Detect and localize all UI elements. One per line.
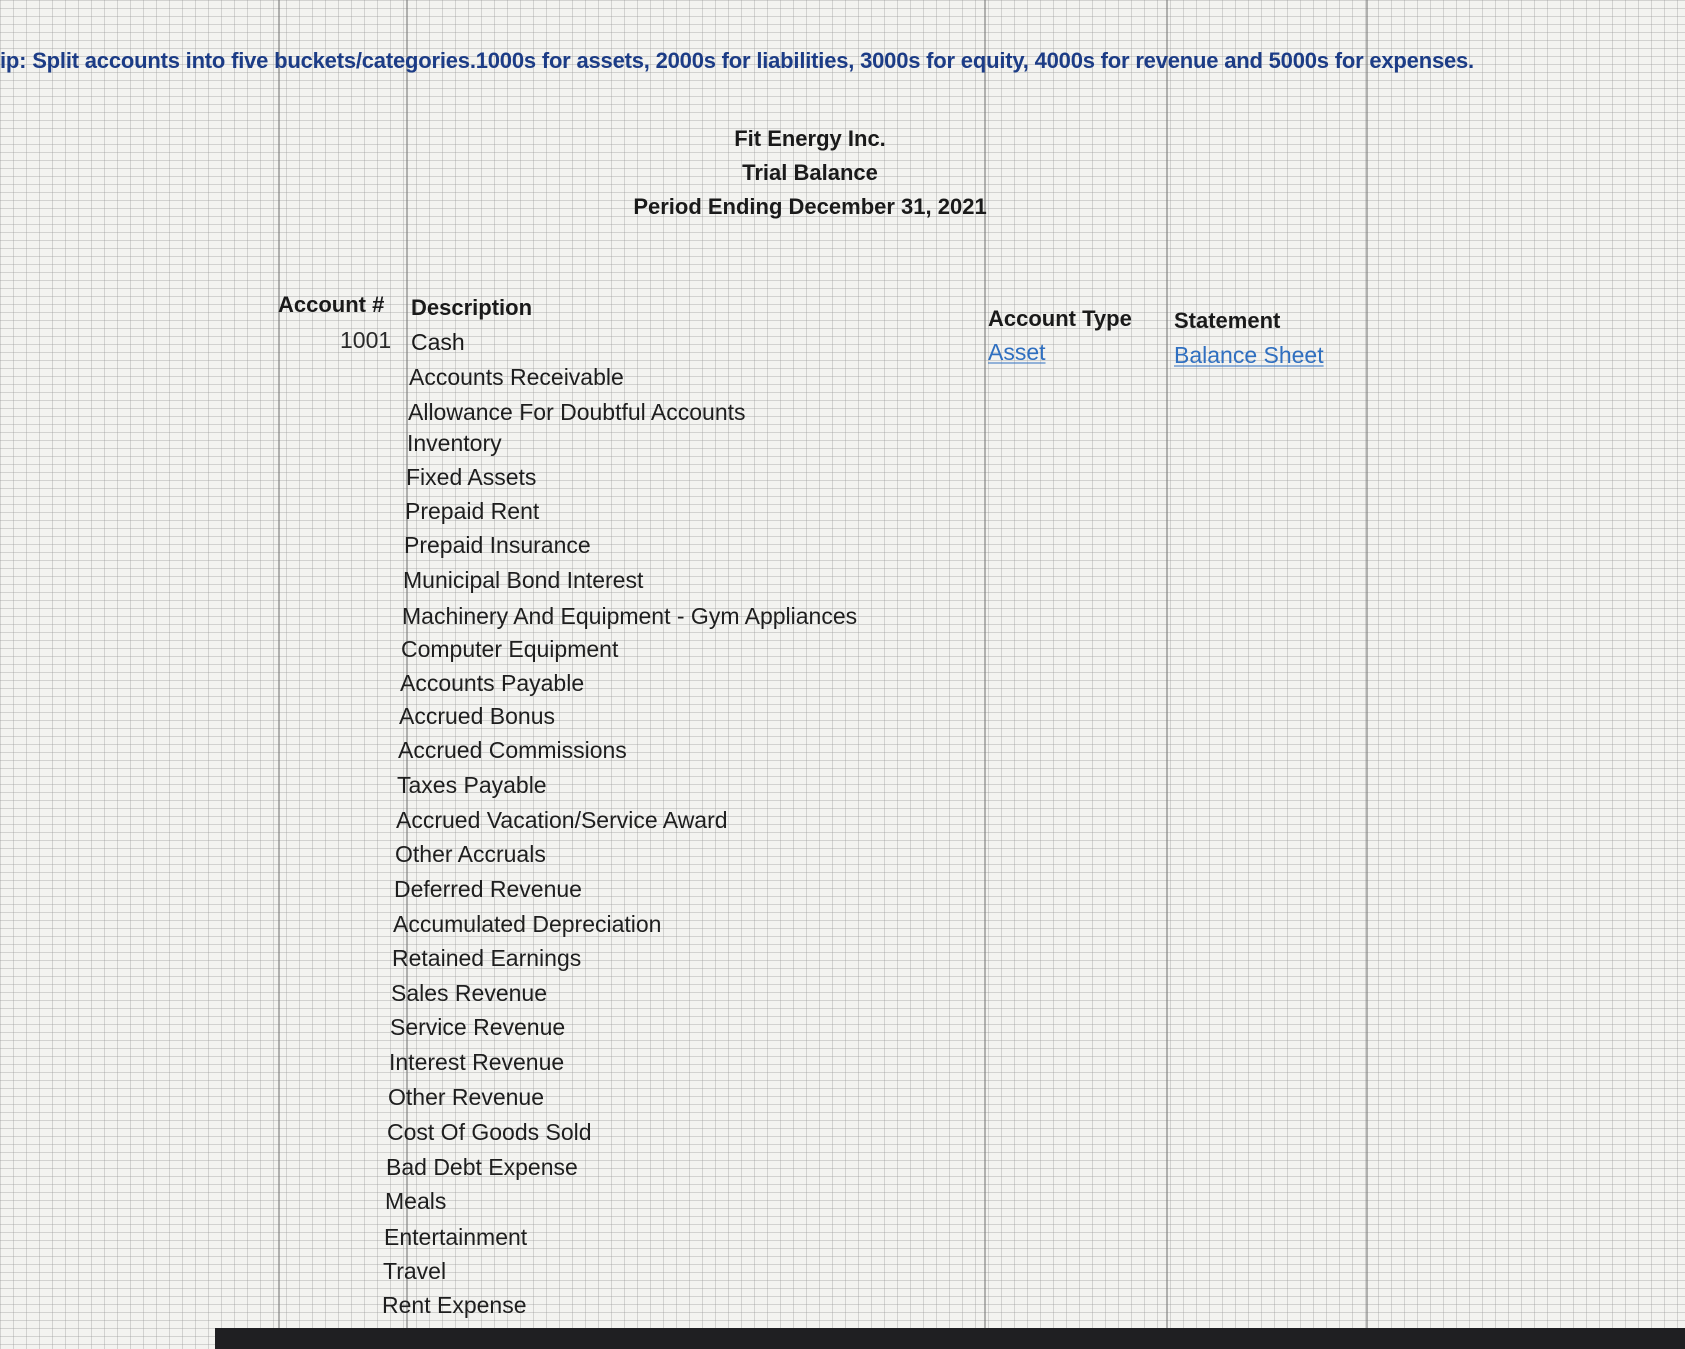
list-item[interactable]: Travel — [383, 1258, 447, 1284]
list-item[interactable]: Municipal Bond Interest — [403, 567, 644, 593]
list-item[interactable]: Interest Revenue — [389, 1049, 565, 1075]
list-item[interactable]: Computer Equipment — [401, 636, 619, 662]
list-item[interactable]: Other Revenue — [388, 1084, 544, 1110]
report-title: Trial Balance — [742, 160, 878, 185]
list-item[interactable]: Rent Expense — [382, 1292, 527, 1318]
list-item[interactable]: Sales Revenue — [391, 980, 547, 1006]
list-item[interactable]: Allowance For Doubtful Accounts — [408, 399, 746, 425]
list-item[interactable]: Accounts Receivable — [409, 364, 624, 390]
list-item[interactable]: Deferred Revenue — [394, 876, 582, 902]
list-item[interactable]: Machinery And Equipment - Gym Appliances — [402, 603, 858, 629]
column-divider-d — [1166, 0, 1168, 1349]
tip-text: ip: Split accounts into five buckets/categories.1000s for assets, 2000s for liabilities, 3000s for equity, 4000s for revenue and 5000s for expenses. — [0, 48, 1474, 73]
list-item[interactable]: Entertainment — [384, 1224, 528, 1250]
list-item[interactable]: Prepaid Rent — [405, 498, 540, 524]
list-item[interactable]: Accounts Payable — [400, 670, 585, 696]
list-item[interactable]: Accrued Commissions — [398, 737, 627, 763]
header-account-number[interactable]: Account # — [278, 292, 385, 317]
list-item[interactable]: Taxes Payable — [397, 772, 547, 798]
company-name: Fit Energy Inc. — [734, 126, 886, 151]
list-item[interactable]: Other Accruals — [395, 841, 546, 867]
list-item[interactable]: Accrued Vacation/Service Award — [396, 807, 728, 833]
sheet-tab-bar — [215, 1328, 1685, 1349]
list-item[interactable]: Service Revenue — [390, 1014, 566, 1040]
cell-statement-link[interactable]: Balance Sheet — [1174, 342, 1324, 368]
list-item[interactable]: Cost Of Goods Sold — [387, 1119, 592, 1145]
cell-account-number[interactable]: 1001 — [340, 327, 392, 353]
header-description[interactable]: Description — [411, 295, 533, 320]
header-account-type[interactable]: Account Type — [988, 306, 1132, 331]
list-item[interactable]: Accrued Bonus — [399, 703, 555, 729]
list-item[interactable]: Meals — [385, 1188, 447, 1214]
column-divider-a — [278, 0, 280, 1349]
cell-account-type-link[interactable]: Asset — [988, 339, 1046, 365]
list-item[interactable]: Fixed Assets — [406, 464, 537, 490]
cell-description-cash[interactable]: Cash — [411, 329, 465, 355]
list-item[interactable]: Retained Earnings — [392, 945, 582, 971]
list-item[interactable]: Inventory — [407, 430, 502, 456]
column-divider-e — [1366, 0, 1368, 1349]
list-item[interactable]: Prepaid Insurance — [404, 532, 591, 558]
list-item[interactable]: Accumulated Depreciation — [393, 911, 662, 937]
report-period: Period Ending December 31, 2021 — [633, 194, 987, 219]
list-item[interactable]: Bad Debt Expense — [386, 1154, 578, 1180]
header-statement[interactable]: Statement — [1174, 308, 1281, 333]
